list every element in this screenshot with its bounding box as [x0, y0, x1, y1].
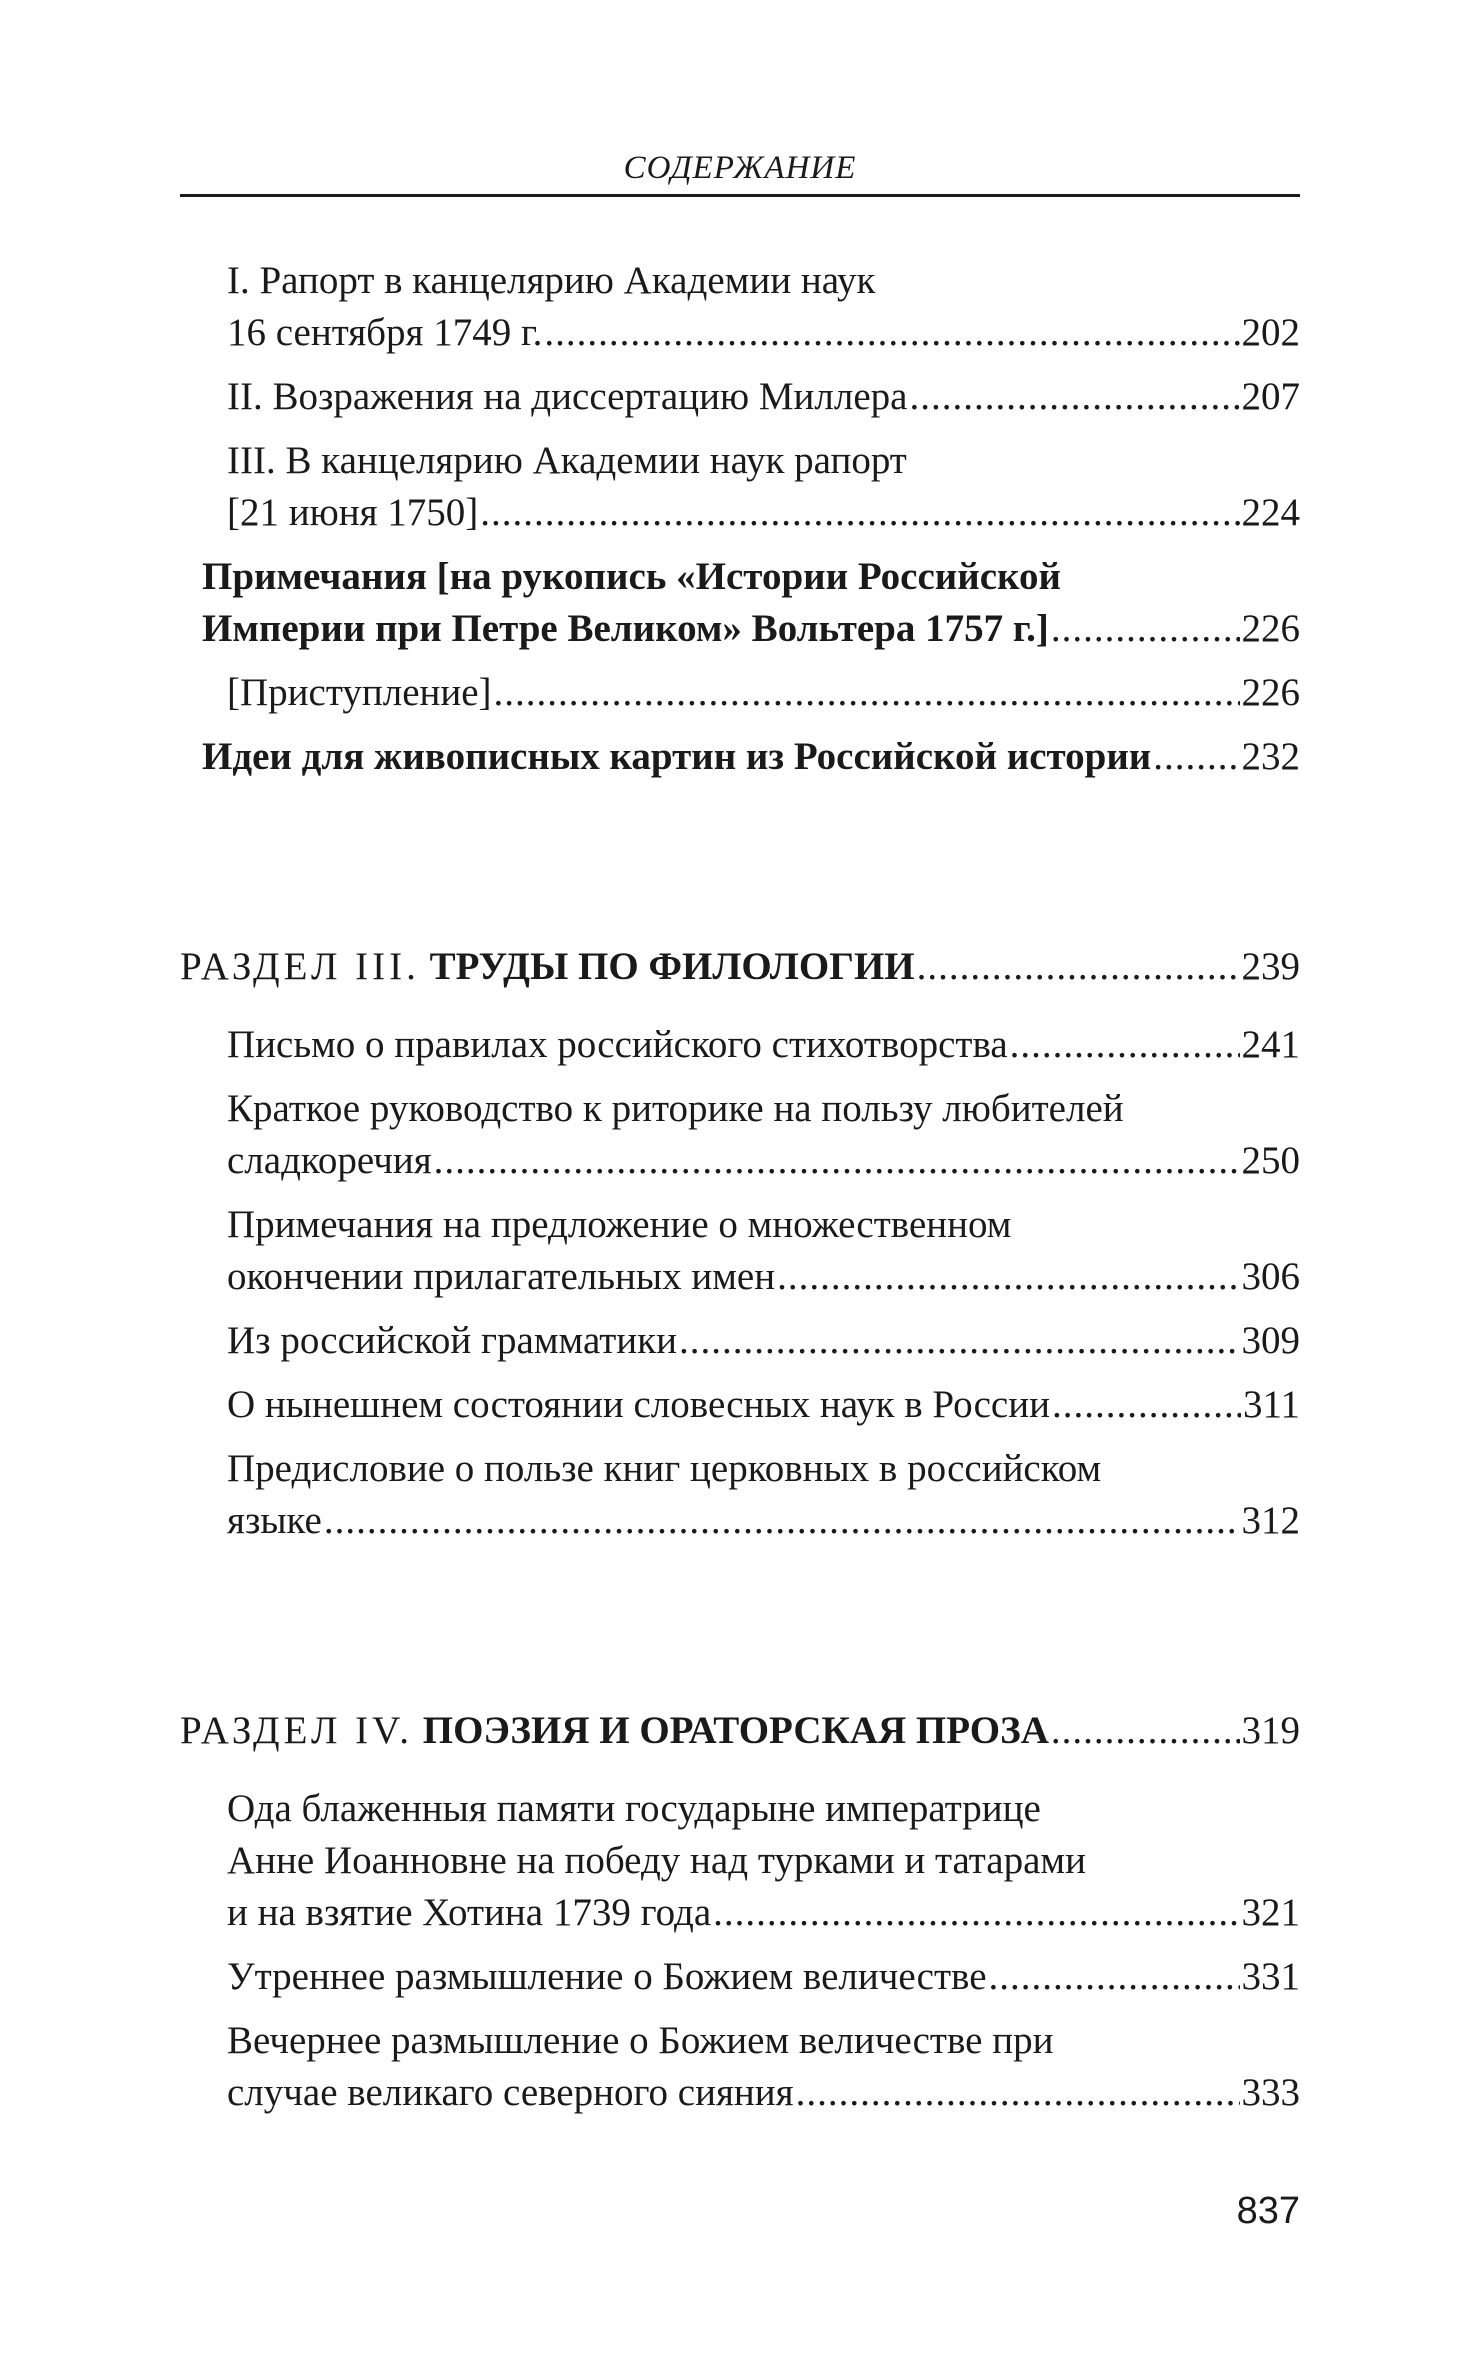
toc-entry — [180, 255, 1300, 359]
page-number: 239 — [1241, 945, 1300, 988]
toc-entry-text: О нынешнем состоянии словесных наук в России — [227, 1383, 1050, 1426]
dot-leader — [1153, 731, 1239, 783]
toc-entry — [180, 371, 1300, 423]
toc-entry-text: Примечания на предложение о множественном — [227, 1203, 1012, 1246]
dot-leader — [989, 1951, 1240, 2003]
toc-entry — [180, 435, 1300, 539]
page-number: 241 — [1241, 1023, 1300, 1066]
toc-entry-text: Из российской грамматики — [227, 1319, 677, 1362]
toc-entry-text: 16 сентября 1749 г. — [227, 311, 543, 354]
toc-entry — [180, 2015, 1300, 2119]
toc-entry-text: [Приступление] — [227, 671, 492, 714]
dot-leader — [1051, 603, 1240, 655]
toc-entry — [180, 1443, 1300, 1547]
toc-entry — [180, 1199, 1300, 1303]
page-number: 202 — [1241, 311, 1300, 354]
section-heading-3 — [180, 941, 1300, 993]
toc-entry-text: языке — [227, 1499, 322, 1542]
page-number: 226 — [1241, 607, 1300, 650]
page-number: 312 — [1241, 1499, 1300, 1542]
dot-leader — [713, 1887, 1239, 1939]
toc-entry — [180, 1315, 1300, 1367]
page-number: 306 — [1241, 1255, 1300, 1298]
dot-leader — [1051, 1705, 1240, 1757]
toc-entry-text: III. В канцелярию Академии наук рапорт — [227, 439, 907, 482]
dot-leader — [1052, 1379, 1241, 1431]
page-number: 333 — [1241, 2071, 1300, 2114]
dot-leader — [480, 487, 1239, 539]
toc-entry-text: Анне Иоанновне на победу над турками и татарами — [227, 1839, 1086, 1882]
dot-leader — [796, 2067, 1240, 2119]
toc-entry — [180, 667, 1300, 719]
toc-entry-text: II. Возражения на диссертацию Миллера — [227, 375, 908, 418]
toc-entry-text: Утреннее размышление о Божием величестве — [227, 1955, 987, 1998]
page-number: 224 — [1241, 491, 1300, 534]
header-rule — [180, 194, 1300, 197]
toc-entry — [180, 1951, 1300, 2003]
page-number: 309 — [1241, 1319, 1300, 1362]
page-folio: 837 — [1236, 2190, 1300, 2232]
section-label: РАЗДЕЛ III. — [180, 945, 420, 988]
running-head: СОДЕРЖАНИЕ — [623, 150, 857, 186]
dot-leader — [917, 941, 1240, 993]
book-page — [180, 0, 1300, 2362]
toc-entry-text: случае великаго северного сияния — [227, 2071, 794, 2114]
page-number: 321 — [1241, 1891, 1300, 1934]
toc-entry-text: Письмо о правилах российского стихотворства — [227, 1023, 1008, 1066]
dot-leader — [777, 1251, 1239, 1303]
toc-entry-text: I. Рапорт в канцелярию Академии наук — [227, 259, 876, 302]
toc-entry-text: Империи при Петре Великом» Вольтера 1757 г.] — [202, 607, 1049, 650]
toc-entry-major — [180, 731, 1300, 783]
toc-entry-text: Предисловие о пользе книг церковных в российском — [227, 1447, 1102, 1490]
page-number: 331 — [1241, 1955, 1300, 1998]
page-number: 207 — [1241, 375, 1300, 418]
toc-entry-major — [180, 551, 1300, 655]
section-heading-4 — [180, 1705, 1300, 1757]
table-of-contents — [180, 255, 1300, 2131]
section-title: ТРУДЫ ПО ФИЛОЛОГИИ — [429, 945, 915, 988]
page-number: 226 — [1241, 671, 1300, 714]
dot-leader — [434, 1135, 1240, 1187]
section-title: ПОЭЗИЯ И ОРАТОРСКАЯ ПРОЗА — [422, 1709, 1049, 1752]
dot-leader — [324, 1495, 1240, 1547]
dot-leader — [1010, 1019, 1240, 1071]
toc-entry-text: окончении прилагательных имен — [227, 1255, 776, 1298]
page-number: 311 — [1242, 1383, 1300, 1426]
page-number: 319 — [1241, 1709, 1300, 1752]
toc-entry-text: и на взятие Хотина 1739 года — [227, 1891, 712, 1934]
page-number: 232 — [1241, 735, 1300, 778]
toc-entry-text: Ода блаженныя памяти государыне императрице — [227, 1787, 1041, 1830]
dot-leader — [909, 371, 1239, 423]
toc-entry-text: [21 июня 1750] — [227, 491, 479, 534]
dot-leader — [679, 1315, 1240, 1367]
page-number: 250 — [1241, 1139, 1300, 1182]
toc-entry-text: Примечания [на рукопись «Истории Российской — [202, 555, 1061, 598]
toc-entry-text: Идеи для живописных картин из Российской истории — [202, 735, 1152, 778]
toc-entry — [180, 1083, 1300, 1187]
toc-entry — [180, 1019, 1300, 1071]
toc-entry-text: сладкоречия — [227, 1139, 432, 1182]
toc-entry — [180, 1783, 1300, 1939]
toc-entry-text: Краткое руководство к риторике на пользу любителей — [227, 1087, 1124, 1130]
toc-entry — [180, 1379, 1300, 1431]
dot-leader — [544, 307, 1239, 359]
section-label: РАЗДЕЛ IV. — [180, 1709, 414, 1752]
dot-leader — [494, 667, 1240, 719]
toc-entry-text: Вечернее размышление о Божием величестве при — [227, 2019, 1054, 2062]
